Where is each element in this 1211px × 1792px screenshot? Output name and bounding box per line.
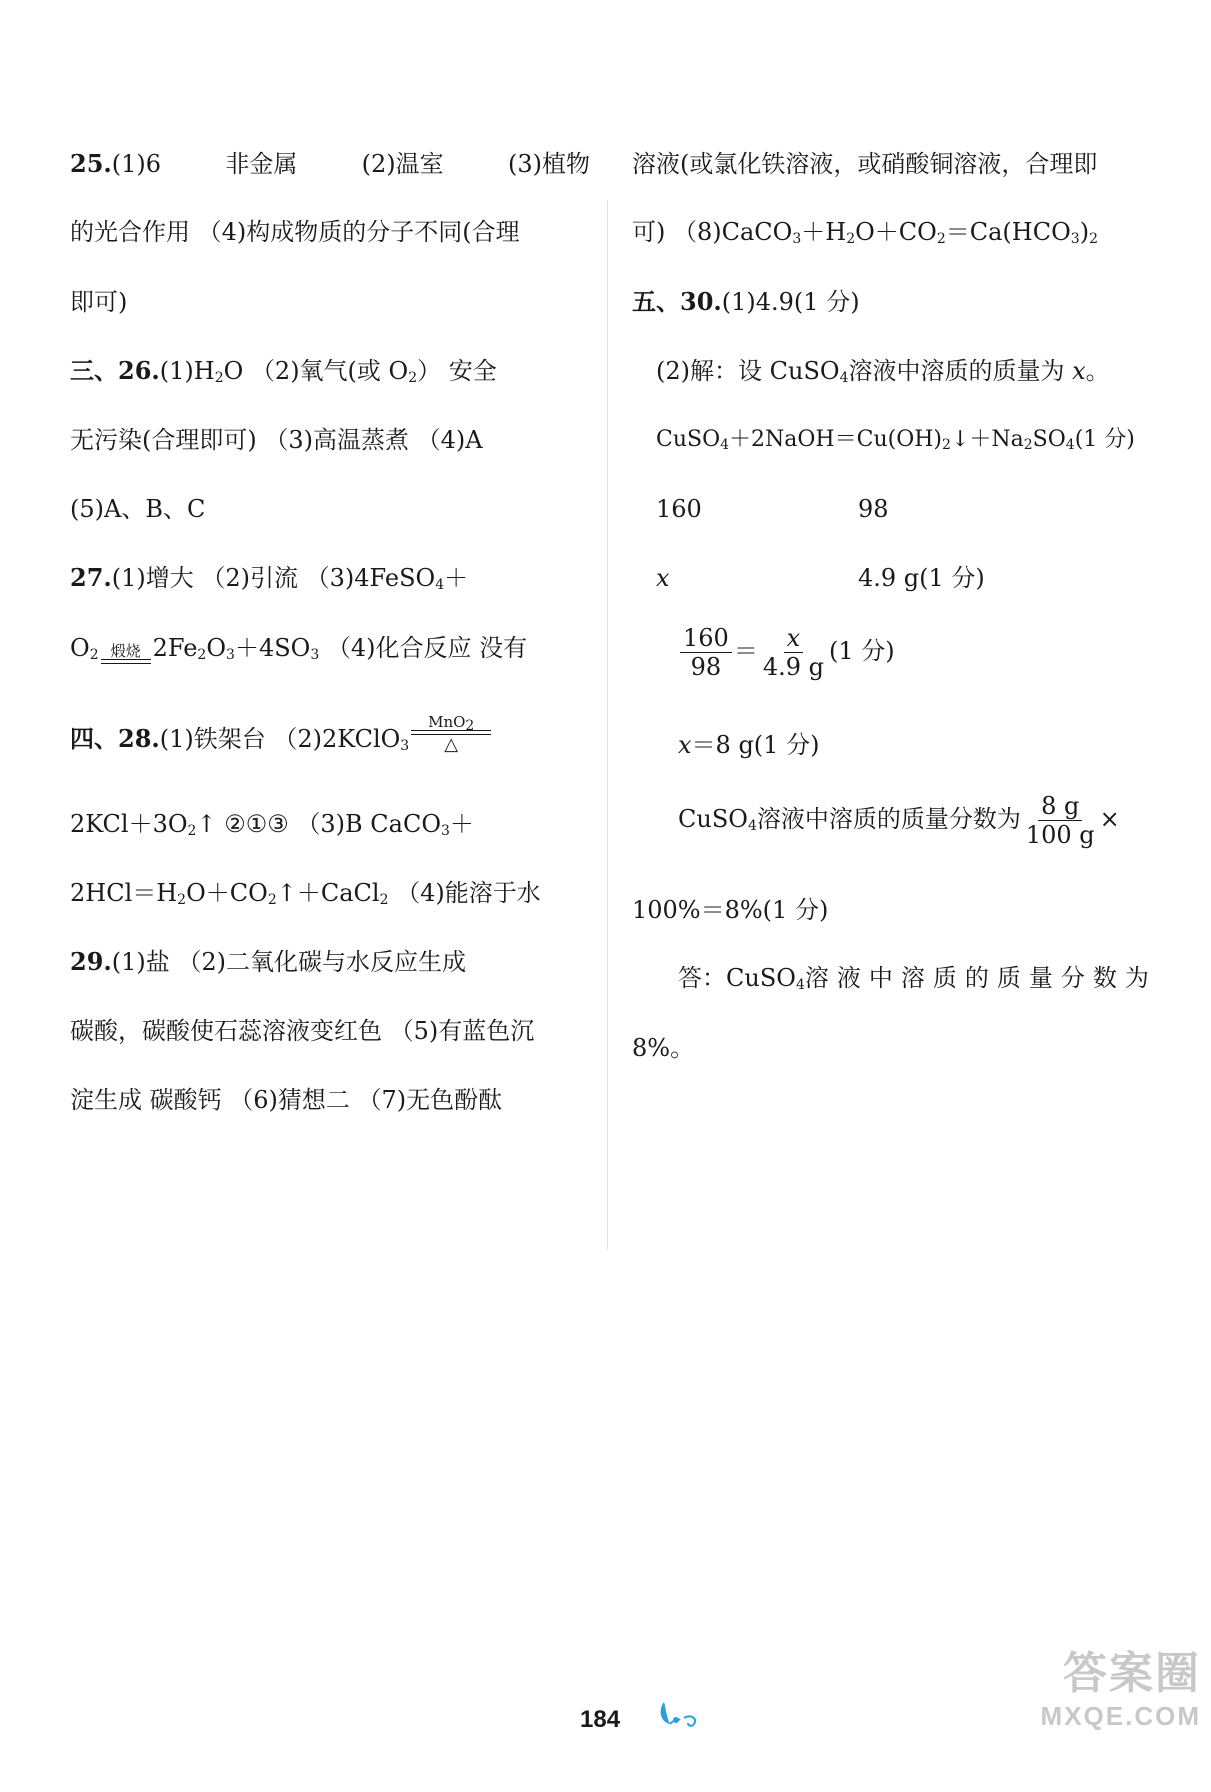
q30-proportion: $\frac{160}{98}$ ＝ $\frac{x}{4.9 g}$ (1 分) <box>678 624 895 681</box>
q27-number: 27. <box>70 563 112 592</box>
q29-line2: 碳酸，碳酸使石蕊溶液变红色 （5)有蓝色沉 <box>70 1017 535 1045</box>
q30-answer: 答：CuSO$_4$ 溶液中溶质的质量分数为 <box>678 964 1157 993</box>
q30-equation: $CuSO_4+2NaOH=Cu(OH)_2↓+Na_2SO_4(1$ 分) <box>656 427 1135 453</box>
q27-line1: 27.(1)增大 （2)引流 （3)4FeSO$_4$＋ <box>70 563 469 593</box>
q30-answer-line2: 8%。 <box>632 1034 695 1062</box>
q26-line2: 无污染(合理即可) （3)高温蒸煮 （4)A <box>70 426 483 454</box>
reaction-condition: MnO$_2$ △ <box>411 714 491 755</box>
q30-mass-var: x <box>656 564 670 592</box>
page-footer <box>0 1649 1211 1738</box>
q30-percentage-result: 100%＝8%(1 分) <box>632 896 829 924</box>
q30-line1: 五、30.(1)4.9(1 分) <box>632 287 860 316</box>
q28-number: 四、28. <box>70 724 160 753</box>
q25-line1: 25.(1)6 非金属 (2)温室 (3)植物 <box>70 149 590 178</box>
watermark: 答案圈 MXQE.COM <box>1040 1649 1201 1731</box>
q30-mass-given: 4.9 g(1 分) <box>858 564 985 592</box>
q25-line3: 即可) <box>70 288 128 316</box>
q30-result: x＝8 g(1 分) <box>678 731 820 759</box>
q26-line3: (5)A、B、C <box>70 495 206 523</box>
q30-setup: (2)解：设 CuSO$_4$溶液中溶质的质量为 x。 <box>656 357 1110 386</box>
q25-number: 25. <box>70 149 112 178</box>
fraction: $\frac{8 g}{100 g}$ <box>1025 792 1095 849</box>
q29-line1: 29.(1)盐 （2)二氧化碳与水反应生成 <box>70 947 467 976</box>
reaction-condition: 煅烧 <box>101 643 151 664</box>
fraction: $\frac{x}{4.9 g}$ <box>762 624 824 681</box>
column-divider <box>607 200 608 1250</box>
q28-line3: $2HCl=H_2O+CO_2↑+CaCl_2$ （4)能溶于水 <box>70 879 541 908</box>
q28-line2: $2KCl+3O_2↑$ ②①③ （3)B CaCO$_3$＋ <box>70 810 474 839</box>
q28-line1: 四、28.(1)铁架台 （2)2KClO$_3$ MnO$_2$ △ <box>70 714 493 755</box>
q30-molar-mass-1: 160 <box>656 495 702 523</box>
q26-line1: 三、$26.(1)H_2O$ （2)氧气(或 $O_2$） 安全 <box>70 356 497 386</box>
q30-number: 五、30. <box>632 287 722 316</box>
q29-cont-line2: 可) $(8)CaCO_3+H_2O+CO_2=Ca(HCO_3)_2$ <box>632 218 1098 247</box>
q30-percentage: CuSO$_4$溶液中溶质的质量分数为 $\frac{8 g}{100 g}$ × <box>678 792 1120 849</box>
q26-number: 三、26. <box>70 356 160 385</box>
q30-molar-mass-2: 98 <box>858 495 889 523</box>
leaf-ornament-icon <box>656 1698 700 1732</box>
fraction: $\frac{160}{98}$ <box>680 624 732 681</box>
q25-line2: 的光合作用 （4)构成物质的分子不同(合理 <box>70 218 520 246</box>
q29-cont-line1: 溶液(或氯化铁溶液，或硝酸铜溶液，合理即 <box>632 150 1098 178</box>
q29-number: 29. <box>70 947 112 976</box>
q29-line3: 淀生成 碳酸钙 （6)猜想二 （7)无色酚酞 <box>70 1086 503 1114</box>
q27-line2: $O_2$ 煅烧 $2Fe_2O_3+4SO_3$ （4)化合反应 没有 <box>70 634 528 663</box>
page-number: 184 <box>580 1706 621 1733</box>
